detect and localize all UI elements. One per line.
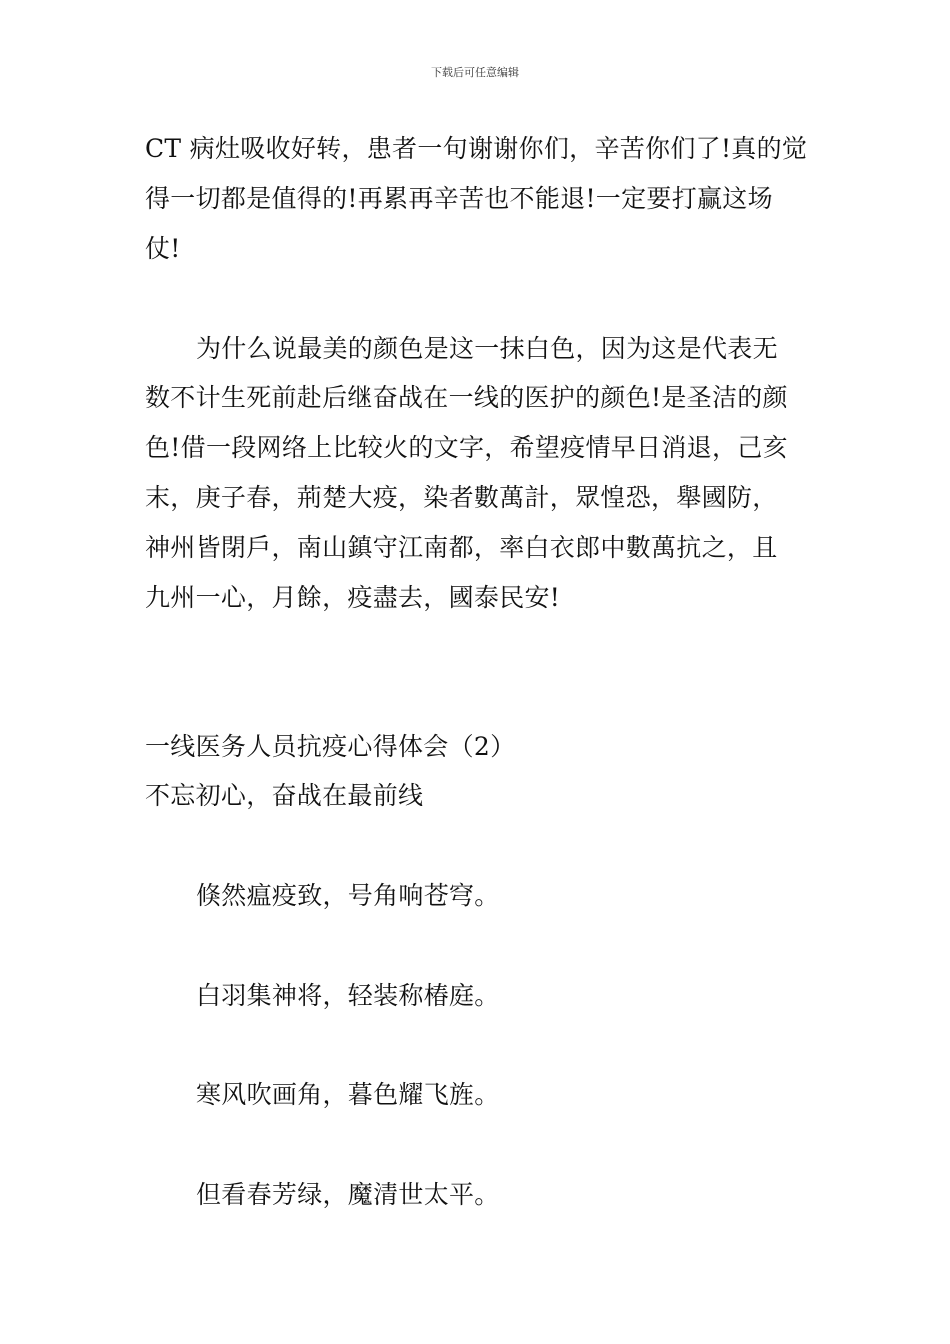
paragraph-2-line-2: 数不计生死前赴后继奋战在一线的医护的颜色!是圣洁的颜 — [145, 383, 788, 412]
section-subtitle: 不忘初心，奋战在最前线 — [145, 781, 424, 810]
section-title: 一线医务人员抗疫心得体会（2） — [145, 732, 516, 761]
paragraph-1-line-3: 仗! — [145, 234, 181, 263]
paragraph-2-line-1: 为什么说最美的颜色是这一抹白色，因为这是代表无 — [196, 334, 778, 363]
paragraph-2-line-6: 九州一心，月餘，疫盡去，國泰民安! — [145, 583, 561, 612]
poem-line-1: 倏然瘟疫致，号角响苍穹。 — [196, 881, 500, 910]
poem-line-2: 白羽集神将，轻装称椿庭。 — [196, 981, 500, 1010]
page-header: 下载后可任意编辑 — [431, 66, 519, 79]
paragraph-2-line-5: 神州皆閉戶，南山鎮守江南都，率白衣郎中數萬抗之，且 — [145, 533, 778, 562]
paragraph-1-line-1: CT 病灶吸收好转，患者一句谢谢你们，辛苦你们了!真的觉 — [145, 134, 808, 163]
poem-line-3: 寒风吹画角，暮色耀飞旌。 — [196, 1080, 500, 1109]
poem-line-4: 但看春芳绿，魔清世太平。 — [196, 1180, 500, 1209]
paragraph-2-line-3: 色!借一段网络上比较火的文字，希望疫情早日消退，己亥 — [145, 433, 788, 462]
paragraph-2-line-4: 末，庚子春，荊楚大疫，染者數萬計，眾惶恐，舉國防， — [145, 483, 778, 512]
paragraph-1-line-2: 得一切都是值得的!再累再辛苦也不能退!一定要打赢这场 — [145, 184, 773, 213]
